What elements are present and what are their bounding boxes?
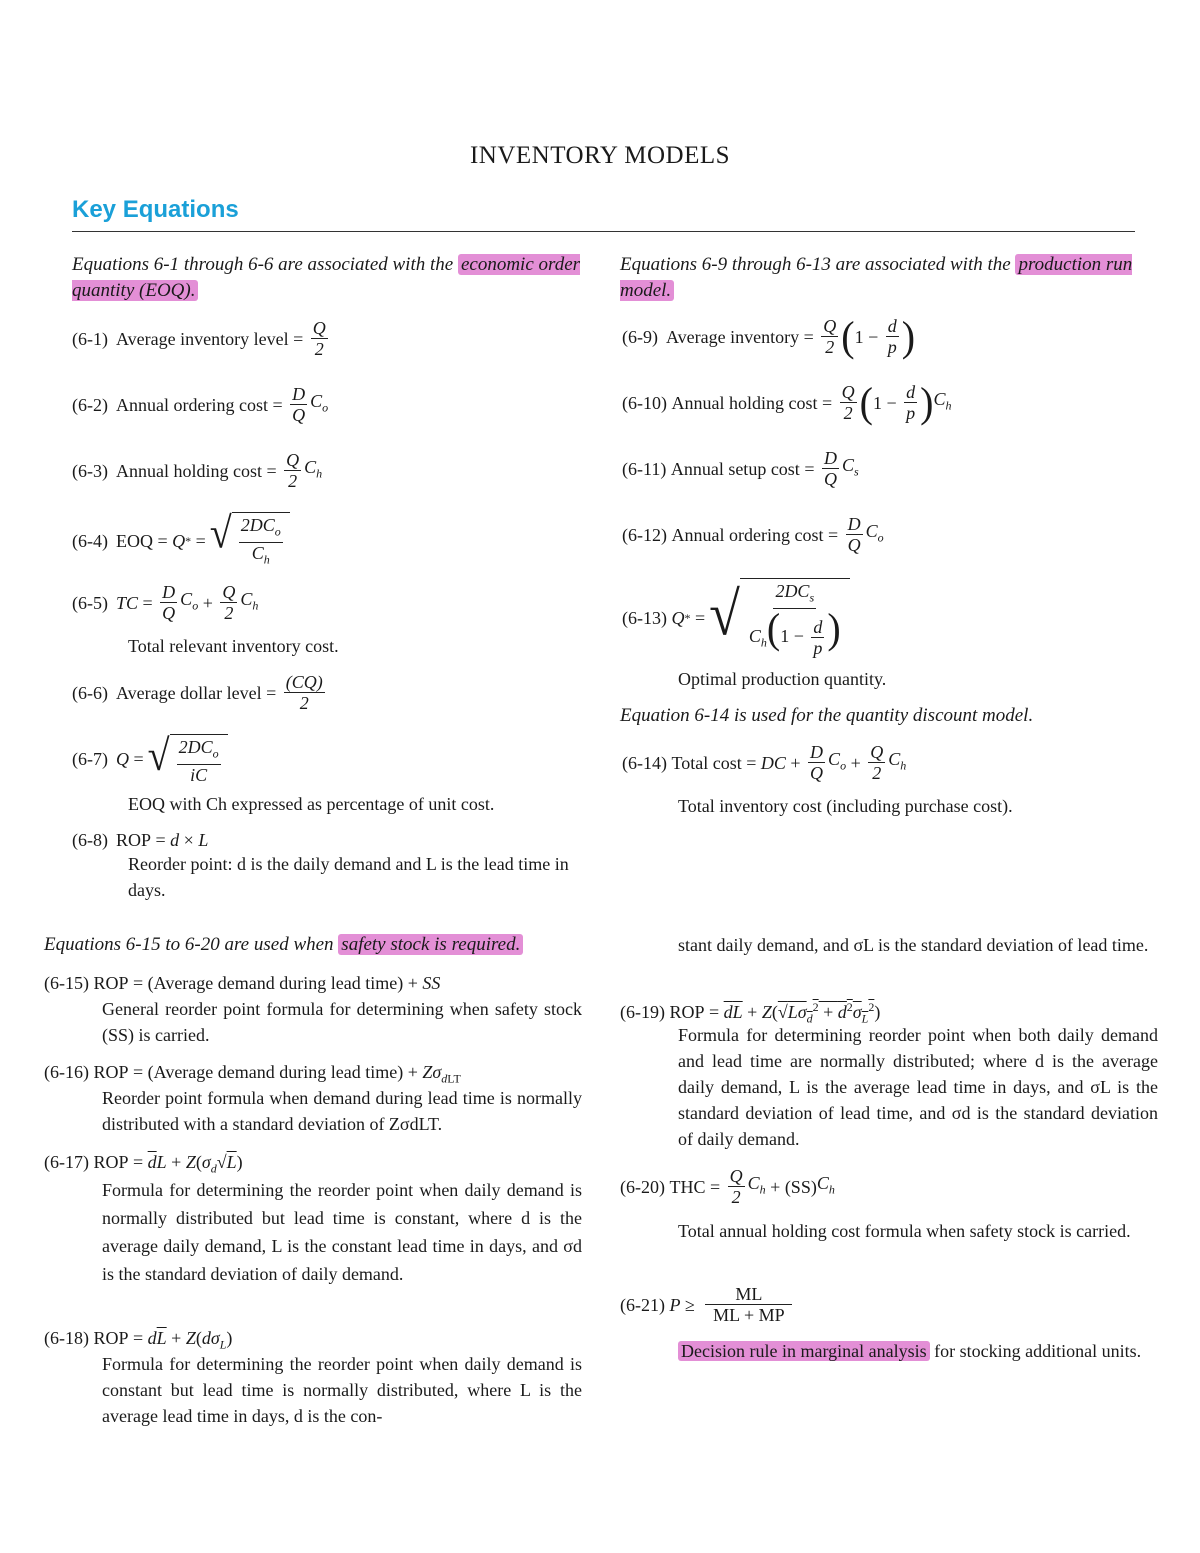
page-title: INVENTORY MODELS (469, 142, 731, 169)
desc-6-21: Decision rule in marginal analysis for stocking additional units. (678, 1338, 1158, 1364)
intro-quantity-discount: Equation 6-14 is used for the quantity discount model. (620, 705, 1034, 726)
desc-6-8: Reorder point: d is the daily demand and L is the lead time in days. (128, 854, 569, 900)
equation-6-15: (6-15) ROP = (Average demand during lead time) + SS (44, 973, 441, 993)
equation-6-10: (6-10) Annual holding cost = $\frac{Q}{2}$ ( 1 − $\frac{d}{p}$ ) $C_h$ (622, 378, 952, 426)
section-heading: Key Equations (72, 196, 239, 223)
desc-6-13: Optimal production quantity. (678, 669, 887, 689)
equation-6-5: (6-5) TC = $\frac{D}{Q}$ $C_o$ + $\frac{Q}{2}$ $C_h$ (72, 582, 259, 623)
heading-rule (72, 231, 1135, 232)
equation-6-17: (6-17) ROP = $\overline{d}L + Z(\sigma_d√L)$ (44, 1152, 243, 1176)
intro-safety-stock: Equations 6-15 to 6-20 are used when safety stock is required. (44, 932, 584, 958)
equation-6-19: (6-19) ROP = $\overline{d}\overline{L} + Z(√L\sigma_d^2 + d^2\sigma_L^2)$ (620, 1000, 881, 1026)
equation-6-13: (6-13) Q * = √ $2DC_s$ $C_h(1$ − $\frac{d}{p}$ ) (622, 578, 850, 658)
equation-6-11: (6-11) Annual setup cost = $\frac{D}{Q}$ $C_s$ (622, 448, 859, 489)
desc-6-16: Reorder point formula when demand during lead time is normally distributed with a standard deviation of ZσdLT. (102, 1088, 582, 1134)
highlight-production-run: production run model. (620, 254, 1133, 301)
equation-6-18: (6-18) ROP = $d\overline{L} + Z(d\sigma_L)$ (44, 1328, 233, 1352)
equation-6-1: (6-1) Average inventory level = $\frac{Q}{2}$ (72, 318, 326, 359)
desc-6-5: Total relevant inventory cost. (128, 636, 339, 656)
desc-6-18-continued: stant daily demand, and σL is the standard deviation of lead time. (678, 935, 1149, 955)
highlight-eoq: economic order quantity (EOQ). (72, 254, 581, 301)
equation-6-2: (6-2) Annual ordering cost = $\frac{D}{Q}$ $C_o$ (72, 384, 329, 425)
equation-6-12: (6-12) Annual ordering cost = $\frac{D}{Q}$ $C_o$ (622, 514, 884, 555)
highlight-marginal-analysis: Decision rule in marginal analysis (678, 1341, 930, 1361)
equation-6-3: (6-3) Annual holding cost = $\frac{Q}{2}$ $C_h$ (72, 450, 323, 491)
intro-eoq: Equations 6-1 through 6-6 are associated with the economic order quantity (EOQ). (72, 254, 581, 301)
desc-6-7: EOQ with Ch expressed as percentage of unit cost. (128, 794, 495, 814)
desc-6-17: Formula for determining the reorder point when daily demand is normally distributed but lead time is constant, where d is the average daily demand, L is the constant lead time in days, and σd is the standard deviation of daily demand. (102, 1180, 582, 1284)
equation-6-4: (6-4) EOQ = Q * = √ $\frac{2DC_o}{C_h}$ (72, 512, 290, 569)
equation-6-9: (6-9) Average inventory = $\frac{Q}{2}$ ( 1 − $\frac{d}{p}$ ) (622, 312, 916, 360)
equation-6-21: (6-21) P ≥ $\frac{ML}{ML + MP}$ (620, 1284, 795, 1325)
equation-6-16: (6-16) ROP = (Average demand during lead time) + $Z\sigma_{dLT}$ (44, 1062, 461, 1086)
desc-6-20: Total annual holding cost formula when safety stock is carried. (678, 1221, 1131, 1241)
desc-6-19: Formula for determining reorder point when both daily demand and lead time are normally distributed; where d is the average daily demand, L is the average lead time in days, and σL is the standard deviation of lead time, and σd is the standard deviation of daily demand. (678, 1025, 1158, 1149)
desc-6-14: Total inventory cost (including purchase cost). (678, 796, 1013, 816)
equation-6-8: (6-8) ROP = d × L (72, 830, 209, 850)
desc-6-15: General reorder point formula for determining when safety stock (SS) is carried. (102, 999, 582, 1045)
equation-6-6: (6-6) Average dollar level = $\frac{(CQ)}{2}$ (72, 672, 323, 713)
desc-6-18: Formula for determining the reorder point when daily demand is constant but lead time is normally distributed, where L is the average lead time in days, d is the con- (102, 1354, 582, 1426)
equation-6-20: (6-20) THC = $\frac{Q}{2}$ $C_h$ + (SS) $C_h$ (620, 1166, 835, 1207)
equation-6-14: (6-14) Total cost = DC + $\frac{D}{Q}$ $C_o$ + $\frac{Q}{2}$ $C_h$ (622, 742, 907, 783)
equation-6-7: (6-7) Q = √ $\frac{2DC_o}{iC}$ (72, 734, 228, 785)
highlight-safety-stock: safety stock is required. (338, 934, 523, 955)
intro-production-run: Equations 6-9 through 6-13 are associated with the production run model. (620, 254, 1133, 301)
